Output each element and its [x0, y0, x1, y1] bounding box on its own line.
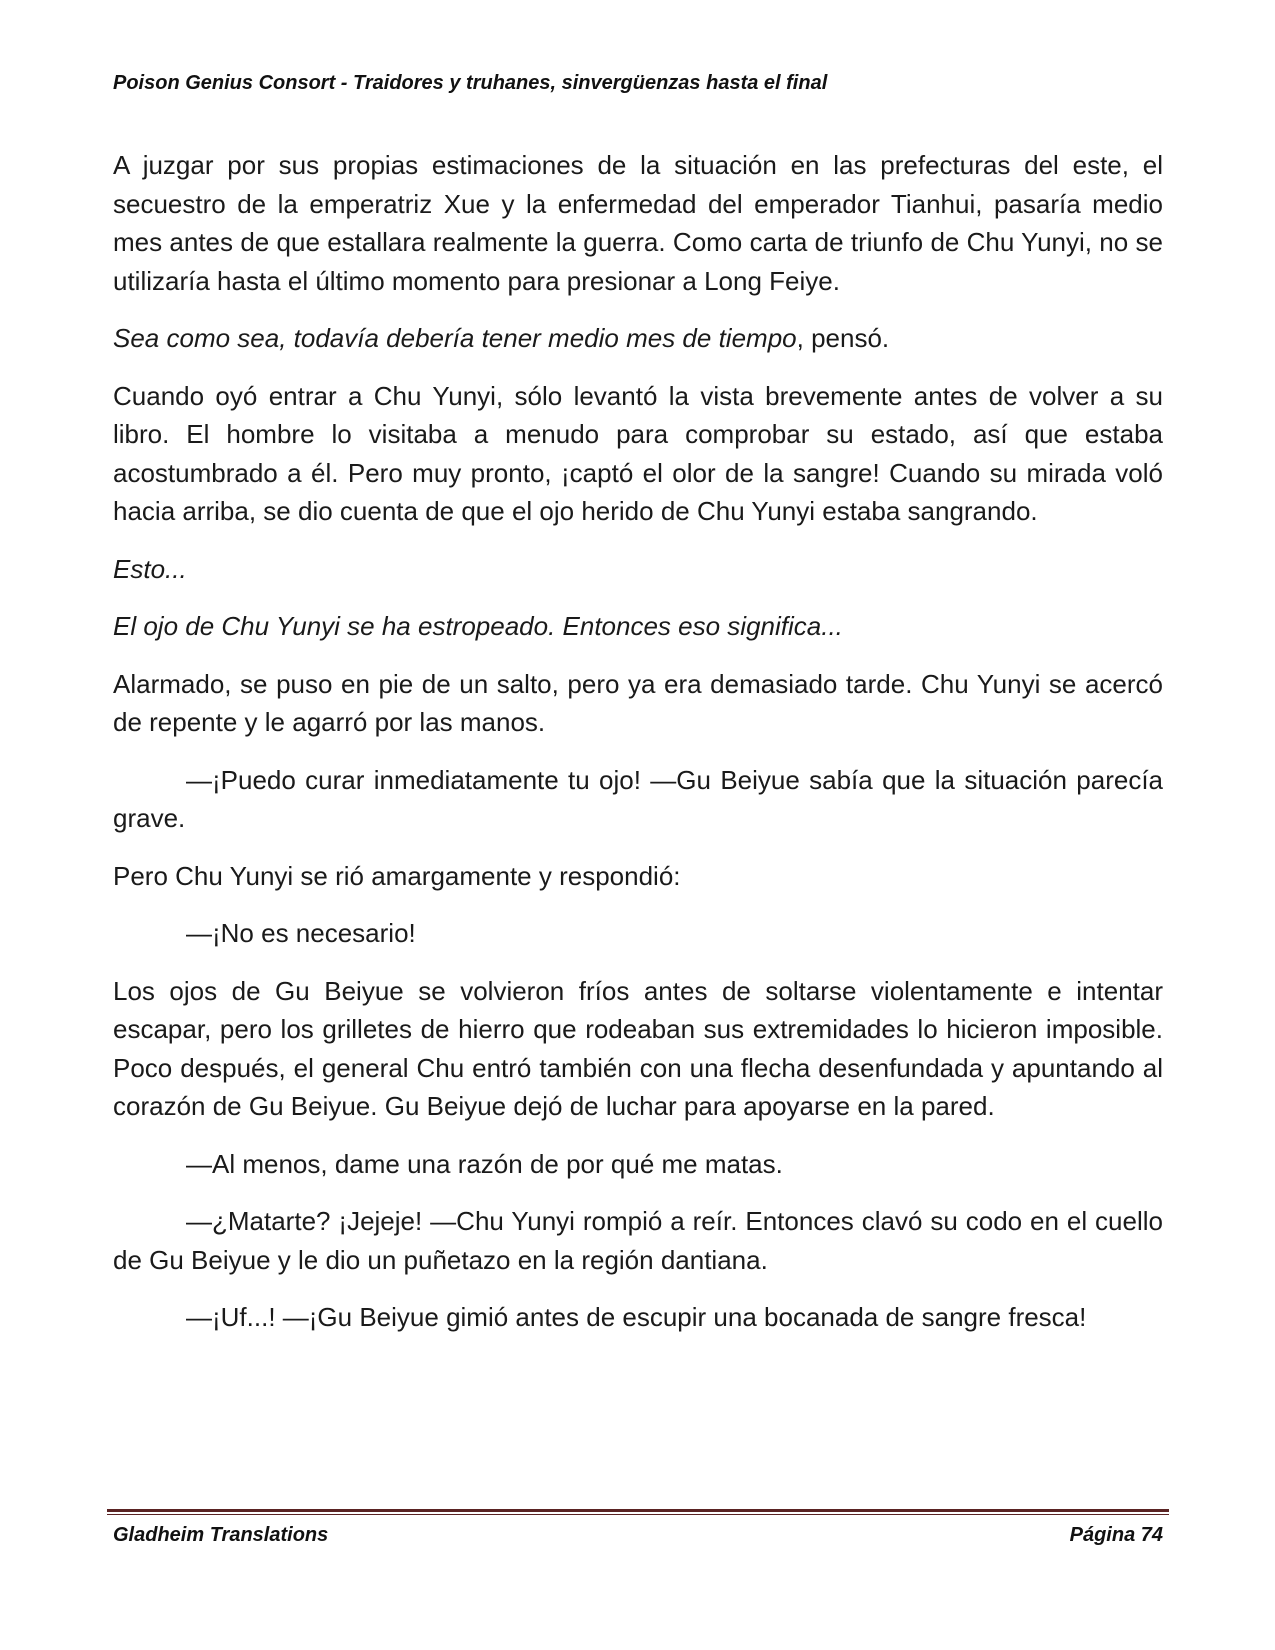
page-header-title: Poison Genius Consort - Traidores y truhanes, sinvergüenzas hasta el final [113, 72, 828, 94]
paragraph: Cuando oyó entrar a Chu Yunyi, sólo levantó la vista brevemente antes de volver a su libro. El hombre lo visitaba a menudo para comprobar su estado, así que estaba acostumbrado a él. Pero muy pronto, ¡captó el olor de la sangre! Cuando su mirada voló hacia arriba, se dio cuenta de que el ojo herido de Chu Yunyi estaba sangrando. [113, 380, 1163, 526]
dialogue-line: —¿Matarte? ¡Jejeje! —Chu Yunyi rompió a reír. Entonces clavó su codo en el cuello de Gu Beiyue y le dio un puñetazo en la región dantiana. [113, 1206, 1163, 1275]
dialogue-line: —Al menos, dame una razón de por qué me matas. [186, 1148, 783, 1179]
italic-thought: Sea como sea, todavía debería tener medio mes de tiempo [113, 323, 797, 353]
paragraph-thought: Esto... [113, 553, 187, 584]
paragraph-thought: El ojo de Chu Yunyi se ha estropeado. Entonces eso significa... [113, 611, 843, 641]
dialogue-line: —¡Puedo curar inmediatamente tu ojo! —Gu Beiyue sabía que la situación parecía grave. [113, 764, 1163, 833]
paragraph: Los ojos de Gu Beiyue se volvieron fríos antes de soltarse violentamente e intentar escapar, pero los grilletes de hierro que rodeaban sus extremidades lo hicieron imposible. Poco después, el general Chu entró también con una flecha desenfundada y apuntando al corazón de Gu Beiyue. Gu Beiyue dejó de luchar para apoyarse en la pared. [113, 975, 1163, 1121]
paragraph-text: , pensó. [796, 323, 890, 353]
footer-divider [107, 1509, 1169, 1515]
dialogue-line: —¡Uf...! —¡Gu Beiyue gimió antes de escupir una bocanada de sangre fresca! [186, 1302, 1087, 1332]
footer-page-number: Página 74 [1069, 1524, 1163, 1546]
paragraph: Pero Chu Yunyi se rió amargamente y respondió: [113, 860, 681, 891]
page-body [113, 146, 1163, 1356]
paragraph-thought [113, 319, 1163, 358]
paragraph: A juzgar por sus propias estimaciones de la situación en las prefecturas del este, el secuestro de la emperatriz Xue y la enfermedad del emperador Tianhui, pasaría medio mes antes de que estallara realmente la guerra. Como carta de triunfo de Chu Yunyi, no se utilizaría hasta el último momento para presionar a Long Feiye. [113, 150, 1163, 296]
paragraph: Alarmado, se puso en pie de un salto, pero ya era demasiado tarde. Chu Yunyi se acercó de repente y le agarró por las manos. [113, 668, 1163, 737]
dialogue-line: —¡No es necesario! [186, 918, 416, 948]
footer-translator-credit: Gladheim Translations [113, 1524, 329, 1546]
